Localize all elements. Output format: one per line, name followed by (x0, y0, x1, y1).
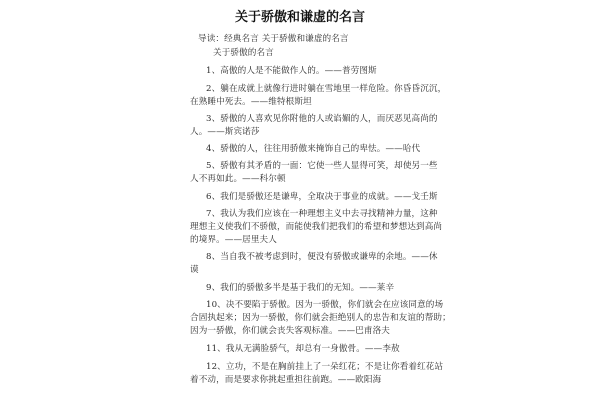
quote-line: 1、高傲的人是不能做作人的。——普劳图斯 (206, 66, 377, 76)
quote-line: 的境界。——居里夫人 (190, 235, 277, 245)
quote-line: 因为一骄傲，你们就会丧失客观标准。——巴甫洛夫 (190, 326, 390, 336)
quote-line: 谟 (190, 265, 199, 275)
quote-line: 8、当自我不被考虑到时，便没有骄傲或谦卑的余地。——休 (206, 252, 438, 262)
quote-line: 11、我从无满脸骄气，却总有一身傲骨。——李敖 (206, 344, 400, 354)
quote-line: 9、我们的骄傲多半是基于我们的无知。——莱辛 (206, 283, 395, 293)
quote-line: 在熟睡中死去。——维特根斯坦 (190, 97, 312, 107)
document-page (150, 0, 450, 400)
quote-line: 6、我们是骄傲还是谦卑，全取决于事业的成就。——戈壬斯 (206, 192, 438, 202)
quote-line: 人不再如此。——科尔顿 (190, 174, 286, 184)
quote-line: 合固执起来；因为一骄傲，你们就会拒绝别人的忠告和友谊的帮助； (190, 313, 451, 323)
quote-line: 2、躺在成就上就像行进时躺在雪地里一样危险。你昏昏沉沉， (206, 84, 447, 94)
quote-line: 3、骄傲的人喜欢见你附他的人或谄媚的人，而厌恶见高尚的 (206, 114, 438, 124)
quote-line: 5、骄傲有其矛盾的一面：它使一些人显得可笑，却使另一些 (206, 161, 438, 171)
section-subheading: 关于骄傲的名言 (213, 48, 274, 58)
lead-text: 导读：经典名言 关于骄傲和谦虚的名言 (198, 34, 349, 44)
quote-line: 7、我认为我们应该在一种理想主义中去寻找精神力量，这种 (206, 209, 438, 219)
document-title: 关于骄傲和谦虚的名言 (234, 10, 365, 25)
quote-line: 4、骄傲的人，往往用骄傲来掩饰自己的卑怯。——哈代 (206, 144, 421, 154)
quote-line: 12、立功，不是在胸前挂上了一朵红花；不是让你看着红花站 (206, 362, 444, 372)
quote-line: 着不动，而是要求你挑起重担往前跑。——欧阳海 (190, 375, 382, 385)
quote-line: 人。——斯宾诺莎 (190, 127, 260, 137)
quote-line: 理想主义使我们不骄傲，而能使我们把我们的希望和梦想达到高尚 (190, 222, 443, 232)
quote-line: 10、决不要陷于骄傲。因为一骄傲，你们就会在应该同意的场 (206, 300, 444, 310)
